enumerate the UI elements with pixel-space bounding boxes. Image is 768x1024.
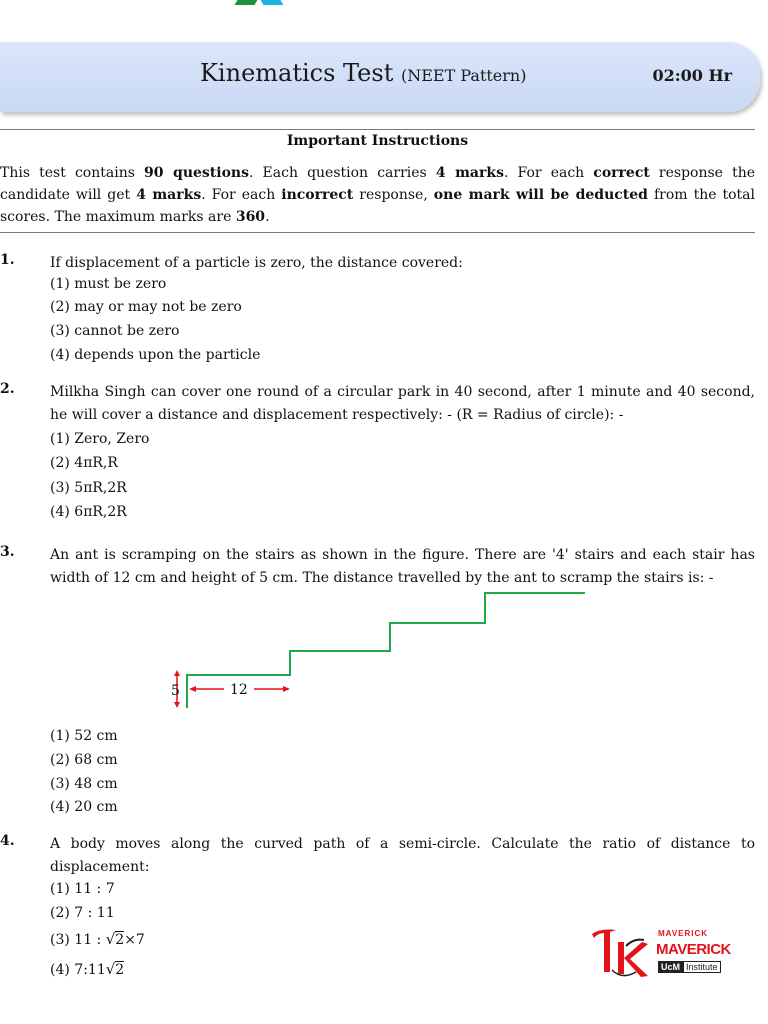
option-2[interactable]: (2) 68 cm: [50, 752, 118, 768]
option-4[interactable]: (4) depends upon the particle: [50, 347, 261, 363]
option-1[interactable]: (1) must be zero: [50, 276, 167, 292]
option-2[interactable]: (2) may or may not be zero: [50, 299, 242, 315]
question-number: 4.: [0, 833, 15, 849]
maverick-emblem-icon: [588, 924, 656, 980]
option-4[interactable]: (4) 6πR,2R: [50, 504, 127, 520]
question-text: A body moves along the curved path of a semi-circle. Calculate the ratio of distance to displacement:: [50, 836, 755, 875]
option-3[interactable]: (3) 11 : √2×7: [50, 930, 145, 948]
option-4[interactable]: (4) 20 cm: [50, 799, 118, 815]
question-number: 1.: [0, 252, 15, 268]
maverick-name: MAVERICK: [656, 941, 731, 958]
maverick-logo: [588, 924, 738, 980]
instructions-heading: Important Instructions: [286, 133, 469, 149]
question-number: 2.: [0, 381, 15, 397]
question-number: 3.: [0, 544, 15, 560]
option-1[interactable]: (1) Zero, Zero: [50, 431, 150, 447]
question-text: Milkha Singh can cover one round of a circular park in 40 second, after 1 minute and 40 second, he will cover a distance and displacement respectively: - (R = Radius of circle): -: [50, 384, 755, 423]
question-text: If displacement of a particle is zero, the distance covered:: [50, 255, 463, 271]
stairs-figure: [160, 585, 600, 715]
width-arrow-right-head: [283, 686, 290, 692]
instructions-text: This test contains 90 questions. Each question carries 4 marks. For each correct response the candidate will get 4 marks. For each incorrect response, one mark will be deducted from the total scores. The maximum marks are 360.: [0, 165, 756, 225]
question-text: An ant is scramping on the stairs as shown in the figure. There are '4' stairs and each stair has width of 12 cm and height of 5 cm. The distance travelled by the ant to scramp the stairs is: -: [50, 547, 755, 586]
option-3[interactable]: (3) 5πR,2R: [50, 480, 127, 496]
height-label: 5: [171, 683, 180, 699]
option-1[interactable]: (1) 52 cm: [50, 728, 118, 744]
height-arrow-top-head: [174, 670, 180, 676]
header-banner: [0, 42, 760, 112]
logo-blue-mark: [261, 0, 284, 5]
option-2[interactable]: (2) 4πR,R: [50, 455, 118, 471]
divider-top: [0, 129, 755, 130]
height-arrow-bottom-head: [174, 702, 180, 708]
width-arrow-left-head: [189, 686, 196, 692]
width-label: 12: [230, 682, 248, 698]
institute-badge: Institute: [683, 961, 721, 973]
divider-bottom: [0, 232, 755, 233]
option-4[interactable]: (4) 7:11√2: [50, 960, 125, 978]
top-logo-fragment: [236, 0, 306, 5]
option-3[interactable]: (3) 48 cm: [50, 776, 118, 792]
ucm-badge: UcM: [658, 961, 683, 973]
test-duration: 02:00 Hr: [652, 66, 732, 85]
test-title: [200, 59, 526, 87]
option-1[interactable]: (1) 11 : 7: [50, 881, 115, 897]
option-2[interactable]: (2) 7 : 11: [50, 905, 115, 921]
test-title-text: Kinematics Test: [200, 59, 394, 87]
option-3[interactable]: (3) cannot be zero: [50, 323, 180, 339]
test-subtitle: (NEET Pattern): [401, 66, 527, 85]
maverick-faded-text: MAVERICK: [658, 929, 709, 938]
logo-green-mark: [235, 0, 258, 5]
